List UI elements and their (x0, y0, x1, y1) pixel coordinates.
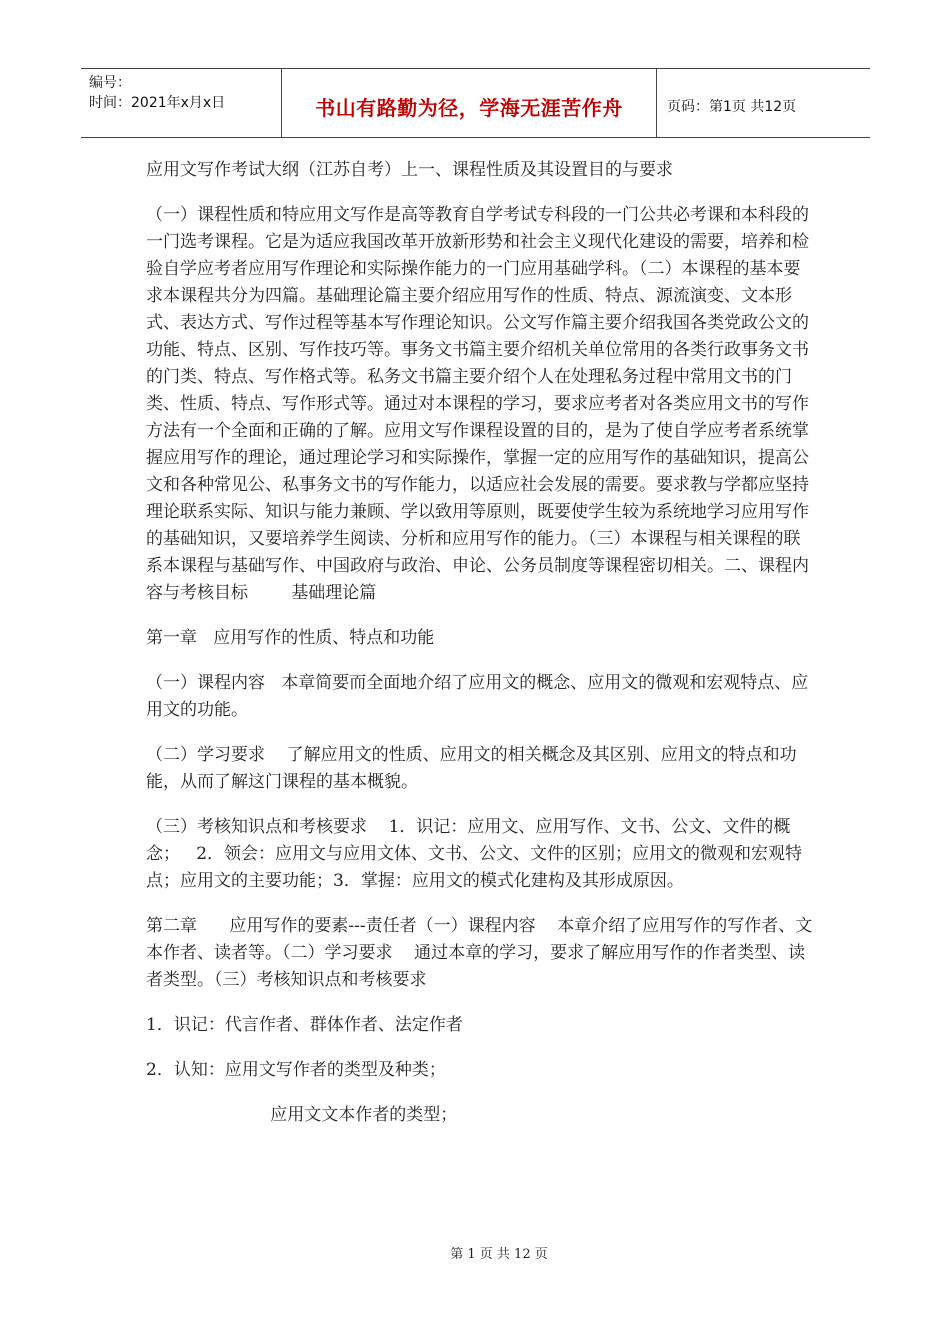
chapter-one-title: 第一章 应用写作的性质、特点和功能 (146, 628, 435, 648)
list-item: 2．认知：应用文写作者的类型及种类； (146, 1060, 446, 1080)
body-paragraph: （二）学习要求 了解应用文的性质、应用文的相关概念及其区别、应用文的特点和功能，从而了解这门课程的基本概貌。 (146, 745, 797, 792)
header-time-label: 时间：2021年x月x日 (89, 95, 226, 111)
body-paragraph: （一）课程性质和特应用文写作是高等教育自学考试专科段的一门公共必考课和本科段的一门选考课程。它是为适应我国改革开放新形势和社会主义现代化建设的需要，培养和检验自学应考者应用写作理论和实际操作能力的一门应用基础学科。（二）本课程的基本要求本课程共分为四篇。基础理论篇主要介绍应用写作的性质、特点、源流演变、文本形式、表达方式、写作过程等基本写作理论知识。公文写作篇主要介绍我国各类党政公文的功能、特点、区别、写作技巧等。事务文书篇主要介绍机关单位常用的各类行政事务文书的门类、特点、写作格式等。私务文书篇主要介绍个人在处理私务过程中常用文书的门类、性质、特点、写作形式等。通过对本课程的学习，要求应考者对各类应用文书的写作方法有一个全面和正确的了解。应用文写作课程设置的目的，是为了使自学应考者系统掌握应用写作的理论，通过理论学习和实际操作，掌握一定的应用写作的基础知识，提高公文和各种常见公、私事务文书的写作能力，以适应社会发展的需要。要求教与学都应坚持理论联系实际、知识与能力兼顾、学以致用等原则，既要使学生较为系统地学习应用写作的基础知识，又要培养学生阅读、分析和应用写作的能力。（三）本课程与相关课程的联系本课程与基础写作、中国政府与政治、申论、公务员制度等课程密切相关。二、课程内容与考核目标 基础理论篇 (146, 205, 809, 603)
body-paragraph: （三）考核知识点和考核要求 1．识记：应用文、应用写作、文书、公文、文件的概念； 2．领会：应用文与应用文体、文书、公文、文件的区别；应用文的微观和宏观特点；应用文的主要功能；3．掌握：应用文的模式化建构及其形成原因。 (146, 817, 803, 891)
header-motto: 书山有路勤为径，学海无涯苦作舟 (282, 69, 657, 137)
list-item: 应用文文本作者的类型； (146, 1105, 458, 1125)
page-footer: 第 1 页 共 12 页 (450, 1247, 548, 1262)
header-page-info: 页码：第1页 共12页 (667, 99, 797, 115)
body-paragraph: （一）课程内容 本章简要而全面地介绍了应用文的概念、应用文的微观和宏观特点、应用文的功能。 (146, 673, 809, 720)
list-item: 1．识记：代言作者、群体作者、法定作者 (146, 1015, 463, 1035)
header-meta (81, 69, 282, 137)
page-header (81, 68, 870, 138)
header-number-label: 编号： (89, 75, 131, 91)
document-body (146, 157, 816, 1147)
heading-paragraph: 应用文写作考试大纲（江苏自考）上一、课程性质及其设置目的与要求 (146, 160, 673, 180)
chapter-two-paragraph: 第二章 应用写作的要素---责任者（一）课程内容 本章介绍了应用写作的写作者、文本作者、读者等。（二）学习要求 通过本章的学习，要求了解应用写作的作者类型、读者类型。（三）考核知识点和考核要求 (146, 916, 813, 990)
